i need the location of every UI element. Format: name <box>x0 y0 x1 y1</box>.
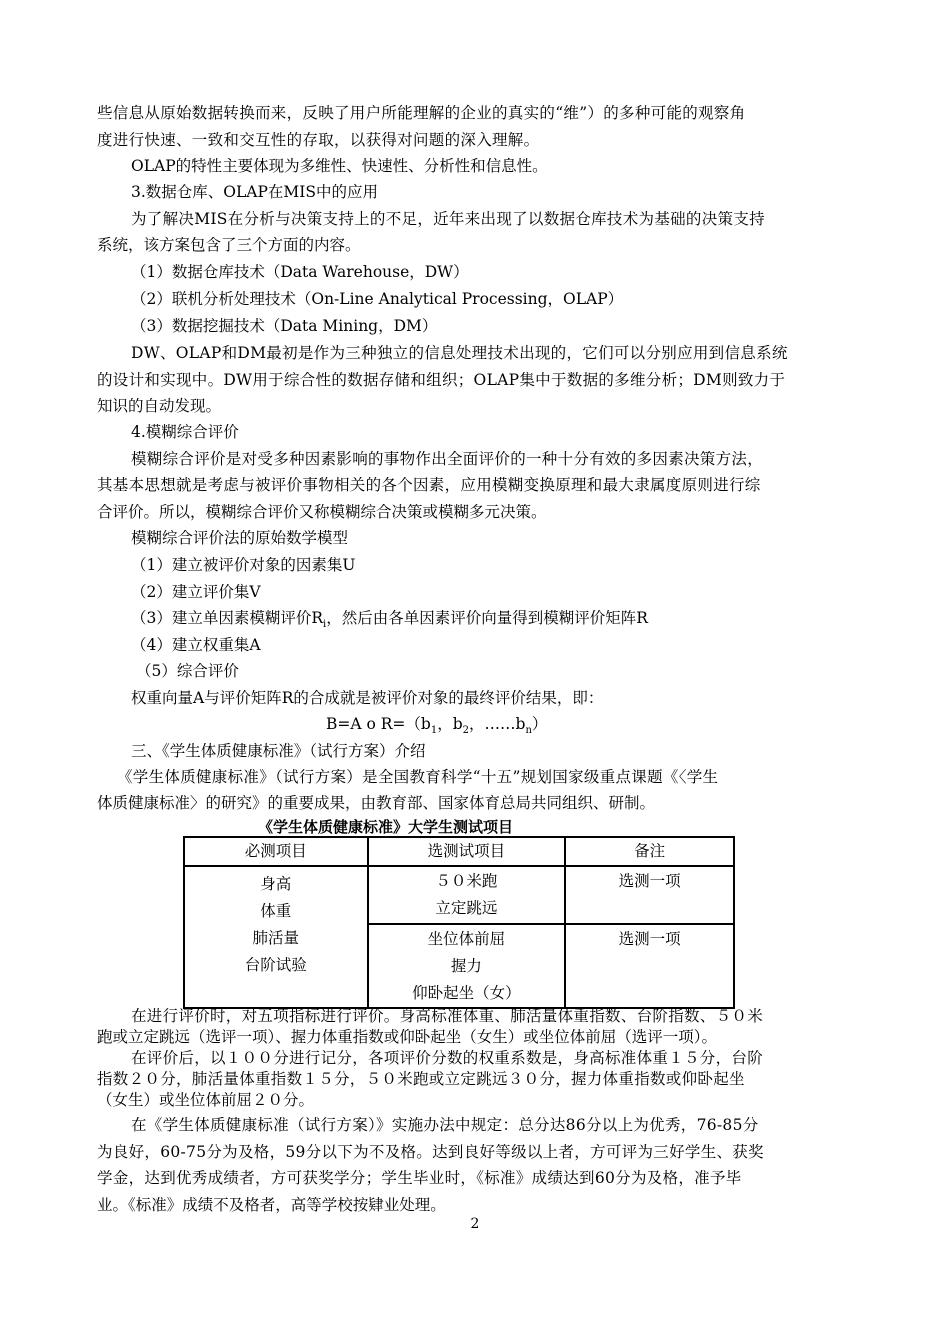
table-row <box>184 866 734 924</box>
note-cell <box>565 866 734 924</box>
paragraph-line: 学金，达到优秀成绩者，方可获奖学分；学生毕业时，《标准》成绩达到60分为及格，准予毕 <box>97 1169 742 1187</box>
paragraph-line: 模糊综合评价是对受多种因素影响的事物作出全面评价的一种十分有效的多因素决策方法， <box>131 450 764 468</box>
paragraph-line: 知识的自动发现。 <box>97 397 222 415</box>
table-header-row <box>184 837 734 866</box>
paragraph-line: 度进行快速、一致和交互性的存取，以获得对问题的深入理解。 <box>97 131 540 149</box>
text: ，然后由各单因素评价向量得到模糊评价矩阵R <box>326 609 648 627</box>
list-item: （2）建立评价集V <box>131 583 261 601</box>
formula-part: ） <box>531 715 548 733</box>
paragraph-line: DW、OLAP和DM最初是作为三种独立的信息处理技术出现的，它们可以分别应用到信息系统 <box>131 344 788 362</box>
table-header-cell: 选测试项目 <box>368 837 566 866</box>
table-cell-text: ５０米跑 <box>435 872 498 890</box>
paragraph-line: 《学生体质健康标准》（试行方案）是全国教育科学“十五”规划国家级重点课题《〈学生 <box>117 768 719 786</box>
paragraph-line: （女生）或坐位体前屈２０分。 <box>97 1091 315 1109</box>
table-header-cell: 备注 <box>565 837 734 866</box>
text: （3）建立单因素模糊评价R <box>131 609 324 627</box>
paragraph-line: 为良好，60-75分为及格，59分以下为不及格。达到良好等级以上者，方可评为三好学生、获奖 <box>97 1143 764 1161</box>
paragraph-line: 在《学生体质健康标准（试行方案）》实施办法中规定：总分达86分以上为优秀，76-85分 <box>131 1116 759 1134</box>
paragraph-line: 的设计和实现中。DW用于综合性的数据存储和组织；OLAP集中于数据的多维分析；DM则致力于 <box>97 371 786 389</box>
paragraph-line: 业。《标准》成绩不及格者，高等学校按肄业处理。 <box>97 1196 446 1214</box>
section-heading: 三、《学生体质健康标准》（试行方案）介绍 <box>131 742 426 760</box>
list-item: （4）建立权重集A <box>131 636 261 654</box>
paragraph-line: 权重向量A与评价矩阵R的合成就是被评价对象的最终评价结果，即： <box>131 689 604 707</box>
table-cell-text: 选测一项 <box>618 930 681 948</box>
paragraph-line: 其基本思想就是考虑与被评价事物相关的各个因素，应用模糊变换原理和最大隶属度原则进行综 <box>97 476 761 494</box>
note-cell <box>565 924 734 1008</box>
formula-part: ，b <box>437 715 463 733</box>
subscript: 2 <box>462 725 470 737</box>
optional-items-cell <box>368 924 566 1008</box>
table-cell-text: 仰卧起坐（女） <box>412 984 521 1002</box>
section-heading-4: 4.模糊综合评价 <box>131 423 239 441</box>
required-items-cell <box>184 866 368 1008</box>
test-items-table <box>183 836 735 1009</box>
paragraph-line: OLAP的特性主要体现为多维性、快速性、分析性和信息性。 <box>131 157 548 175</box>
formula-part: ，……b <box>469 715 526 733</box>
table-cell-text: 肺活量 <box>252 929 300 947</box>
table-cell-text: 握力 <box>450 957 482 975</box>
table-cell-text: 坐位体前屈 <box>427 930 506 948</box>
page-number: 2 <box>470 1216 480 1232</box>
section-heading-3: 3.数据仓库、OLAP在MIS中的应用 <box>131 183 379 201</box>
table-cell-text: 体重 <box>260 902 292 920</box>
paragraph-line: 指数２０分，肺活量体重指数１５分，５０米跑或立定跳远３０分，握力体重指数或仰卧起坐 <box>97 1070 745 1088</box>
optional-items-cell <box>368 866 566 924</box>
list-item: （3）数据挖掘技术（Data Mining，DM） <box>131 317 438 335</box>
table-cell-text: 台阶试验 <box>244 956 307 974</box>
table-cell-text: 立定跳远 <box>435 899 498 917</box>
formula-part: B=A o R=（b <box>326 715 431 733</box>
list-item: （1）数据仓库技术（Data Warehouse，DW） <box>131 263 469 281</box>
list-item: （1）建立被评价对象的因素集U <box>131 556 356 574</box>
subscript: 1 <box>430 725 438 737</box>
paragraph-line: 系统，该方案包含了三个方面的内容。 <box>97 236 361 254</box>
paragraph-line: 些信息从原始数据转换而来，反映了用户所能理解的企业的真实的“维”）的多种可能的观察角 <box>97 104 746 122</box>
table-cell-text: 选测一项 <box>618 872 681 890</box>
table-title: 《学生体质健康标准》大学生测试项目 <box>258 818 514 836</box>
table-cell-text: 身高 <box>260 875 292 893</box>
paragraph-line: 在评价后，以１００分进行记分，各项评价分数的权重系数是，身高标准体重１５分，台阶 <box>131 1049 764 1067</box>
subscript: n <box>525 725 532 737</box>
subscript: i <box>323 619 327 631</box>
list-item: （2）联机分析处理技术（On-Line Analytical Processing，OLAP） <box>131 290 624 308</box>
list-item: （5）综合评价 <box>136 662 239 680</box>
paragraph-line: 跑或立定跳远（选评一项）、握力体重指数或仰卧起坐（女生）或坐位体前屈（选评一项）。 <box>97 1028 718 1046</box>
paragraph-line: 合评价。所以，模糊综合评价又称模糊综合决策或模糊多元决策。 <box>97 503 547 521</box>
paragraph-line: 为了解决MIS在分析与决策支持上的不足，近年来出现了以数据仓库技术为基础的决策支持 <box>131 210 765 228</box>
paragraph-line: 体质健康标准〉的研究》的重要成果，由教育部、国家体育总局共同组织、研制。 <box>97 794 656 812</box>
table-header-cell: 必测项目 <box>184 837 368 866</box>
paragraph-line: 模糊综合评价法的原始数学模型 <box>131 529 349 547</box>
paragraph-line: 在进行评价时，对五项指标进行评价。身高标准体重、肺活量体重指数、台阶指数、５０米 <box>131 1007 764 1025</box>
